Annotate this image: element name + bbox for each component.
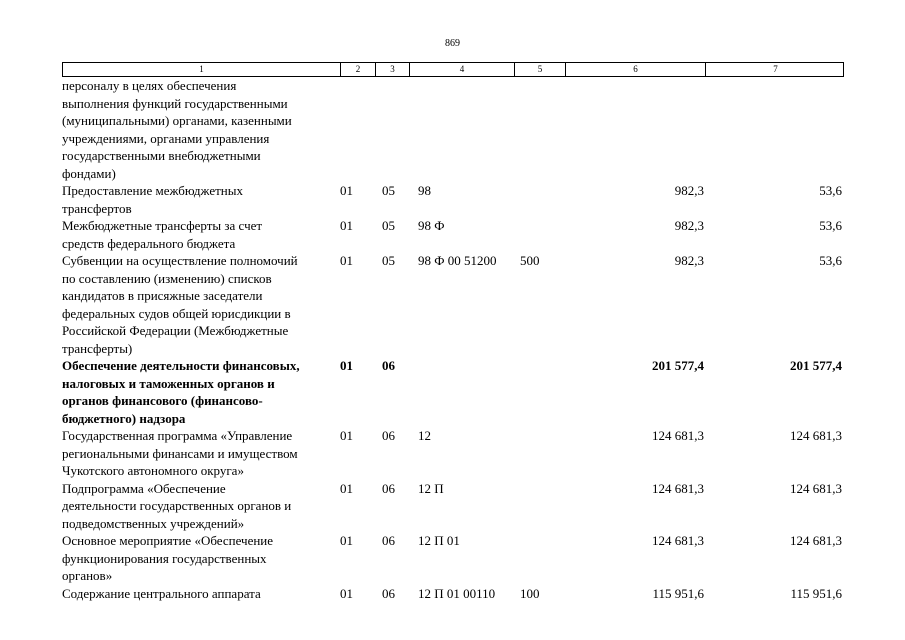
row-target-code: 98 Ф 00 51200 — [418, 253, 497, 268]
row-name: персоналу в целях обеспечения выполнения функций государственными (муниципальными) органами, казенными учреждениями, органами управления государственными внебюджетными фондами) — [62, 78, 292, 181]
row-sum-col6: 982,3 — [674, 218, 704, 233]
row-subsection: 05 — [382, 253, 395, 268]
row-expense-type: 100 — [520, 585, 540, 601]
header-col-6: 6 — [566, 63, 706, 76]
row-subsection: 06 — [382, 480, 395, 496]
header-col-5: 5 — [515, 63, 566, 76]
row-sum-col7: 53,6 — [819, 253, 842, 268]
row-subsection: 06 — [382, 533, 395, 548]
row-sum-col6: 982,3 — [674, 253, 704, 268]
row-sum-col7: 115 951,6 — [790, 585, 842, 601]
row-section: 01 — [340, 183, 353, 198]
row-target-code: 12 П 01 00110 — [418, 585, 496, 601]
row-section: 01 — [340, 428, 353, 443]
row-subsection: 05 — [382, 183, 395, 198]
table-row — [62, 532, 844, 585]
header-col-7: 7 — [773, 64, 778, 74]
row-section: 01 — [340, 358, 353, 373]
table-row — [62, 480, 844, 533]
row-subsection: 05 — [382, 218, 395, 233]
row-subsection: 06 — [382, 428, 395, 443]
row-name: Подпрограмма «Обеспечение деятельности государственных органов и подведомственных учреждений» — [62, 480, 292, 531]
table-row — [62, 182, 844, 217]
table-header-row — [62, 62, 844, 77]
row-sum-col7: 201 577,4 — [790, 358, 842, 373]
row-target-code: 98 Ф — [418, 218, 445, 233]
table-body — [62, 77, 844, 602]
row-name: Содержание центрального аппарата — [62, 585, 261, 601]
row-section: 01 — [340, 585, 353, 601]
row-name: Основное мероприятие «Обеспечение функционирования государственных органов» — [62, 533, 274, 583]
row-sum-col6: 115 951,6 — [652, 585, 704, 601]
row-name: Межбюджетные трансферты за счет средств федерального бюджета — [62, 218, 263, 251]
row-sum-col6: 124 681,3 — [652, 533, 704, 548]
row-sum-col7: 124 681,3 — [790, 533, 842, 548]
row-section: 01 — [340, 253, 353, 268]
header-col-1: 1 — [63, 63, 341, 76]
row-sum-col7: 124 681,3 — [790, 428, 842, 443]
table-row — [62, 217, 844, 252]
row-section: 01 — [340, 480, 353, 496]
row-section: 01 — [340, 533, 353, 548]
row-target-code: 12 П 01 — [418, 533, 460, 548]
row-sum-col6: 124 681,3 — [652, 480, 704, 496]
row-target-code: 98 — [418, 183, 431, 198]
header-col-3: 3 — [376, 63, 410, 76]
header-col-2: 2 — [341, 63, 376, 76]
table-row — [62, 585, 844, 603]
row-name: Субвенции на осуществление полномочий по составлению (изменению) списков кандидатов в присяжные заседатели федеральных судов общей юрисдикции в Российской Федерации (Межбюджетные трансферты) — [62, 253, 298, 356]
budget-table — [62, 62, 844, 602]
row-name: Предоставление межбюджетных трансфертов — [62, 183, 244, 216]
table-row — [62, 357, 844, 427]
row-sum-col7: 53,6 — [819, 218, 842, 233]
row-name: Государственная программа «Управление региональными финансами и имуществом Чукотского автономного округа» — [62, 428, 298, 478]
table-row — [62, 77, 844, 182]
row-expense-type: 500 — [520, 253, 540, 268]
table-row — [62, 252, 844, 357]
row-subsection: 06 — [382, 585, 395, 601]
header-col-4: 4 — [410, 63, 515, 76]
row-section: 01 — [340, 218, 353, 233]
row-sum-col6: 982,3 — [674, 183, 704, 198]
row-subsection: 06 — [382, 358, 395, 373]
row-sum-col7: 124 681,3 — [790, 480, 842, 496]
table-row — [62, 427, 844, 480]
row-target-code: 12 — [418, 428, 431, 443]
row-name: Обеспечение деятельности финансовых, налоговых и таможенных органов и органов финансового (финансово- бюджетного) надзора — [62, 358, 300, 426]
row-sum-col7: 53,6 — [819, 183, 842, 198]
row-sum-col6: 124 681,3 — [652, 428, 704, 443]
row-sum-col6: 201 577,4 — [652, 358, 704, 373]
row-target-code: 12 П — [418, 480, 444, 496]
page-number: 869 — [445, 38, 460, 49]
